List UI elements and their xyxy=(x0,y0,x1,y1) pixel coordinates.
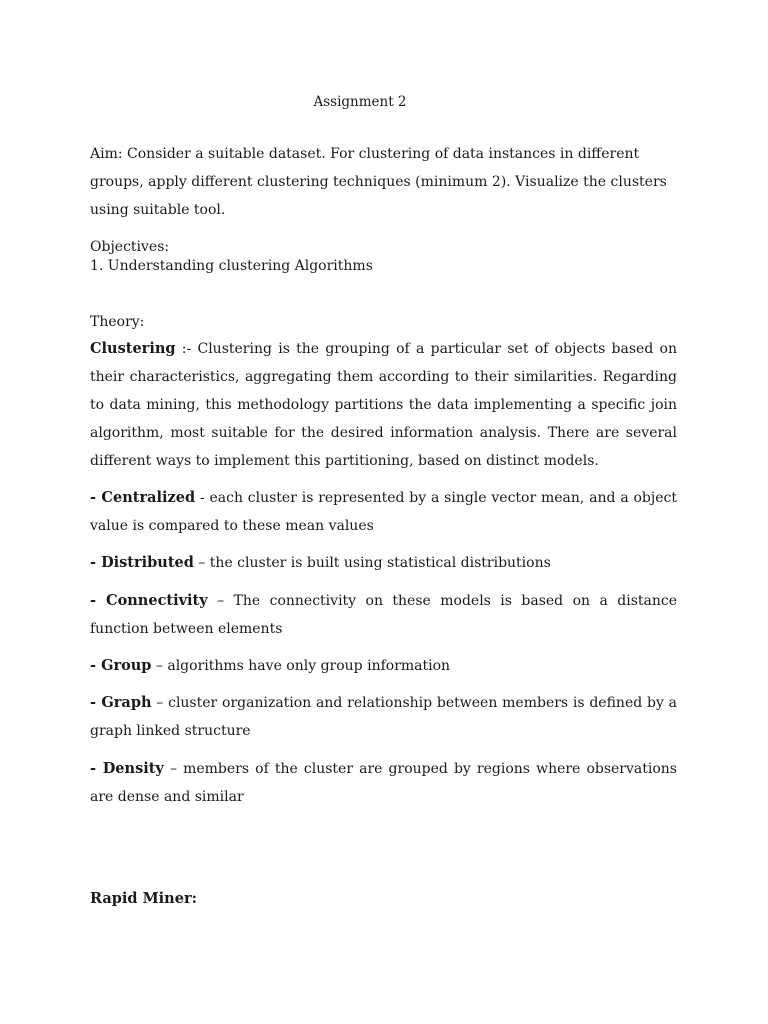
clustering-paragraph xyxy=(90,335,677,475)
model-text: – cluster organization and relationship between members is defined by a graph linked structure xyxy=(90,695,678,739)
model-text: – the cluster is built using statistical distributions xyxy=(193,555,551,571)
model-centralized xyxy=(90,484,677,540)
model-text: – members of the cluster are grouped by regions where observations are dense and similar xyxy=(90,761,677,805)
model-text: – algorithms have only group information xyxy=(151,658,451,674)
clustering-text: :- Clustering is the grouping of a particular set of objects based on their characteristics, aggregating them according to their similarities. Regarding to data mining, this methodology partitions the data implementing a specific join algorithm, most suitable for the desired information analysis. There are several different ways to implement this partitioning, based on distinct models. xyxy=(90,341,677,469)
model-text: – The connectivity on these models is based on a distance function between elements xyxy=(90,593,677,637)
model-term: - Group xyxy=(90,657,152,674)
theory-label: Theory: xyxy=(90,314,145,330)
model-group xyxy=(90,652,677,680)
model-connectivity xyxy=(90,587,677,643)
model-text: - each cluster is represented by a single vector mean, and a object value is compared to these mean values xyxy=(90,490,677,534)
model-distributed xyxy=(90,549,677,577)
model-term: - Centralized xyxy=(90,489,196,506)
objective-item: 1. Understanding clustering Algorithms xyxy=(90,258,373,274)
model-term: - Distributed xyxy=(90,554,194,571)
model-term: - Connectivity xyxy=(90,592,208,609)
objectives-label: Objectives: xyxy=(90,239,170,255)
rapid-miner-heading: Rapid Miner: xyxy=(90,890,197,907)
model-graph xyxy=(90,689,677,745)
model-density xyxy=(90,755,677,811)
model-term: - Density xyxy=(90,760,164,777)
clustering-term: Clustering xyxy=(90,340,176,357)
aim-paragraph: Aim: Consider a suitable dataset. For clustering of data instances in different groups, apply different clustering techniques (minimum 2). Visualize the clusters using suitable tool. xyxy=(90,146,667,218)
document-title: Assignment 2 xyxy=(313,94,407,110)
model-term: - Graph xyxy=(90,694,152,711)
